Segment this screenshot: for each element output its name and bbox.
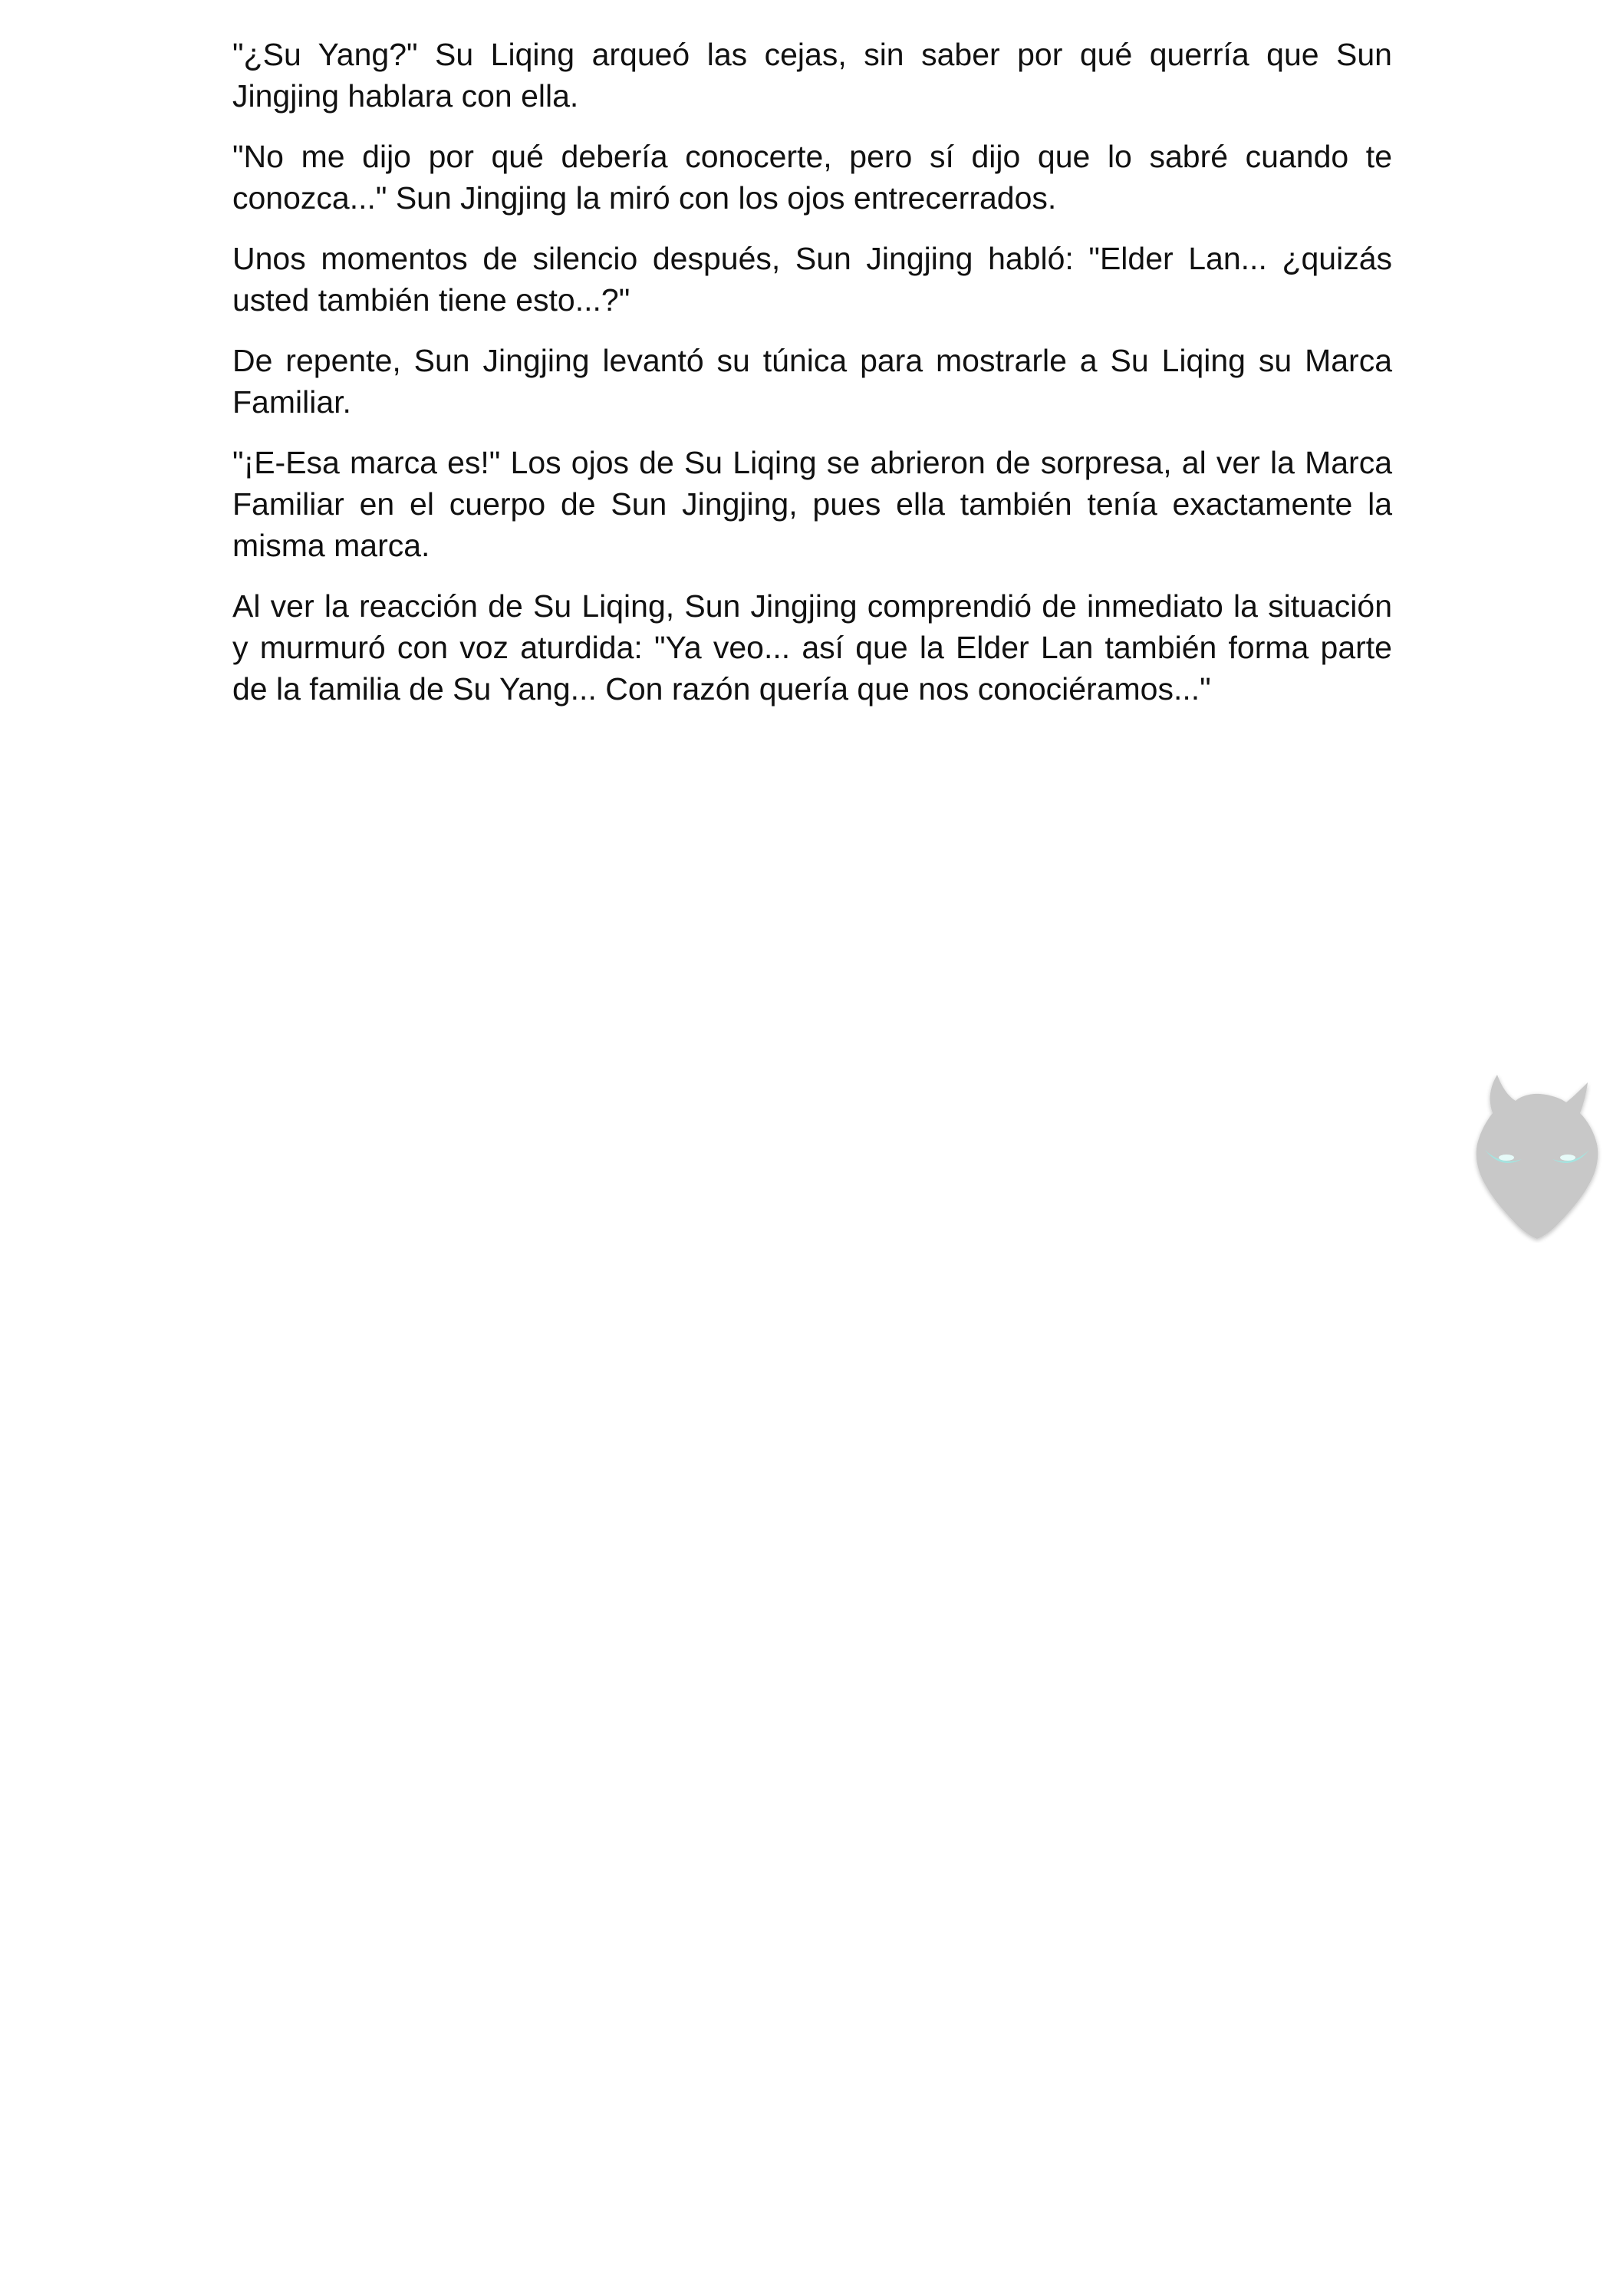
paragraph-2: "No me dijo por qué debería conocerte, pero sí dijo que lo sabré cuando te conozca..." Sun Jingjing la miró con los ojos entrecerrados. [232,139,1392,216]
document-body [232,34,1392,729]
paragraph-4: De repente, Sun Jingjing levantó su túnica para mostrarle a Su Liqing su Marca Familiar. [232,343,1392,420]
paragraph-3: Unos momentos de silencio después, Sun Jingjing habló: "Elder Lan... ¿quizás usted también tiene esto...?" [232,241,1392,318]
demon-head-icon [1465,1070,1607,1243]
paragraph-6: Al ver la reacción de Su Liqing, Sun Jingjing comprendió de inmediato la situación y murmuró con voz aturdida: "Ya veo... así que la Elder Lan también forma parte de la familia de Su Yang... Con razón quería que nos conociéramos..." [232,588,1392,707]
paragraph-1: "¿Su Yang?" Su Liqing arqueó las cejas, sin saber por qué querría que Sun Jingjing hablara con ella. [232,37,1392,114]
paragraph-5: "¡E-Esa marca es!" Los ojos de Su Liqing se abrieron de sorpresa, al ver la Marca Familiar en el cuerpo de Sun Jingjing, pues ella también tenía exactamente la misma marca. [232,445,1392,563]
